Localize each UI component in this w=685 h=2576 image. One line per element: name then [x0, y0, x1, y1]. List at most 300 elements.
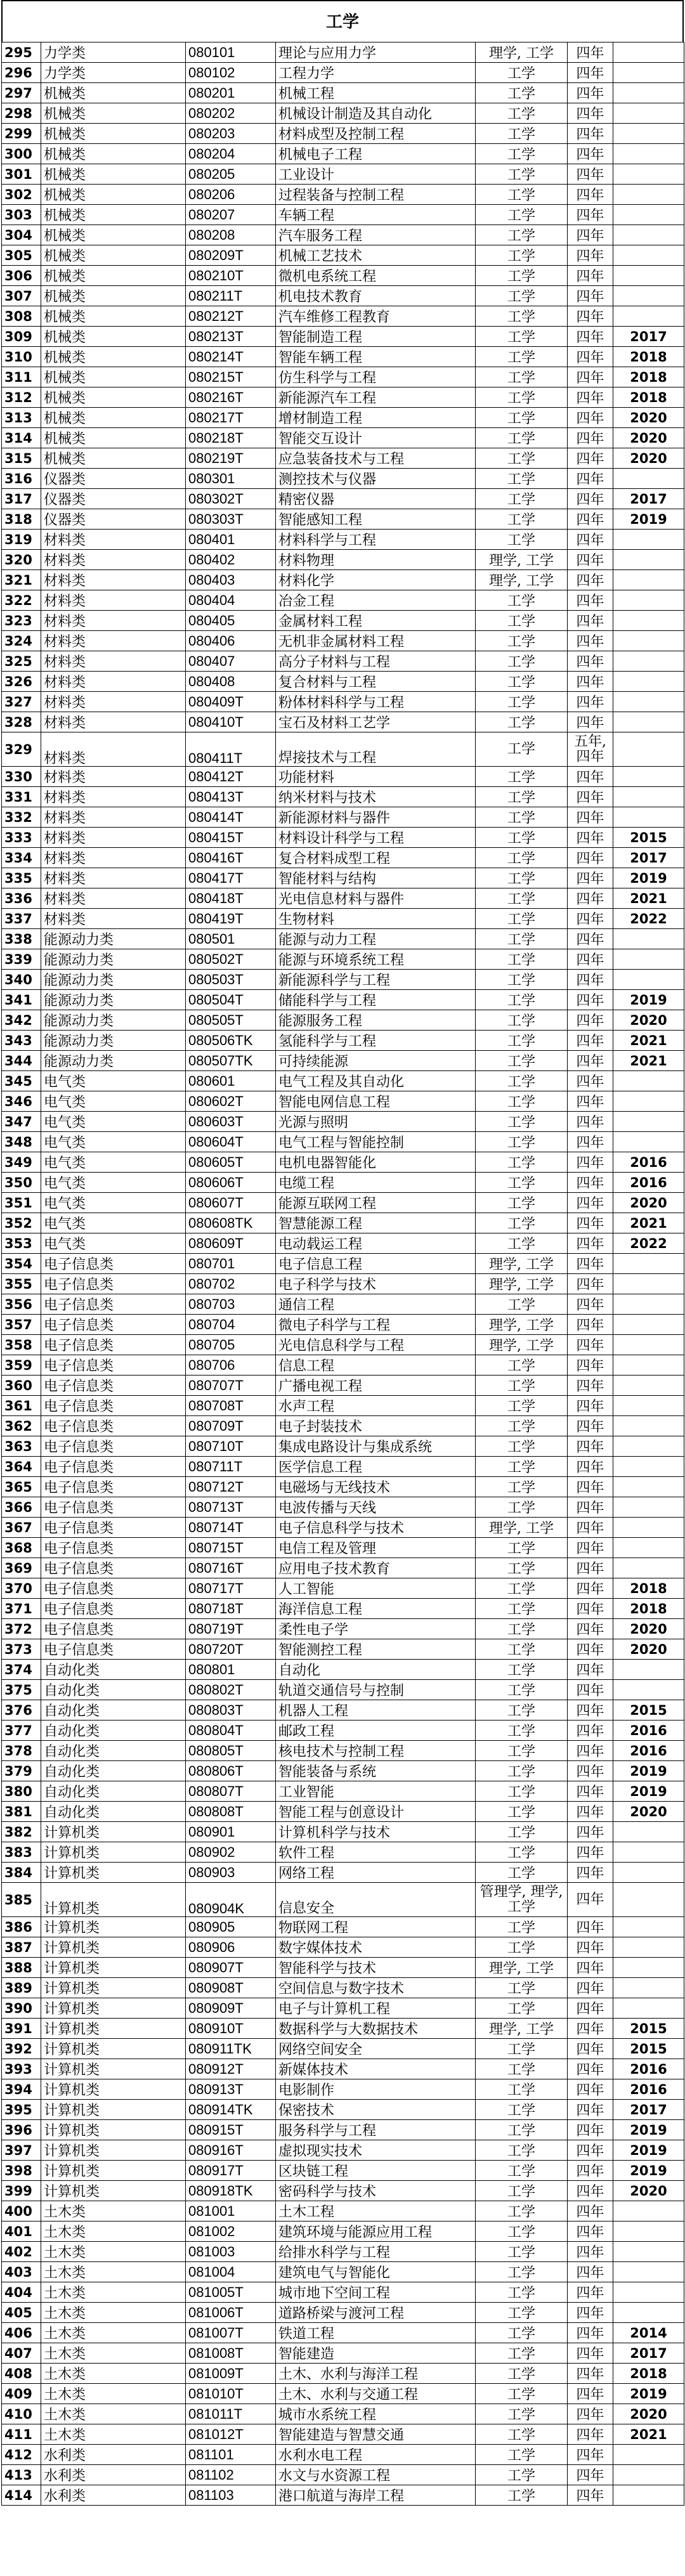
study-years: 四年 — [568, 1091, 613, 1112]
table-row — [2, 2120, 684, 2140]
study-years: 四年 — [568, 672, 613, 692]
year-added — [613, 2303, 684, 2323]
major-name: 广播电视工程 — [276, 1376, 476, 1396]
table-row — [2, 1761, 684, 1781]
study-years: 四年 — [568, 1193, 613, 1213]
degree-type: 工学 — [476, 2100, 568, 2120]
row-number: 363 — [2, 1436, 41, 1457]
table-row — [2, 570, 684, 590]
major-category: 机械类 — [41, 306, 186, 327]
table-row — [2, 712, 684, 732]
major-name: 材料设计科学与工程 — [276, 828, 476, 848]
year-added — [613, 1112, 684, 1132]
degree-type: 理学, 工学 — [476, 1315, 568, 1335]
major-code: 080901 — [186, 1822, 276, 1842]
major-category: 计算机类 — [41, 2079, 186, 2100]
major-name: 区块链工程 — [276, 2161, 476, 2181]
major-name: 水利水电工程 — [276, 2445, 476, 2465]
major-code: 080717T — [186, 1578, 276, 1599]
study-years: 四年 — [568, 306, 613, 327]
study-years: 四年 — [568, 631, 613, 651]
year-added — [613, 2465, 684, 2485]
major-code: 080416T — [186, 848, 276, 868]
major-name: 智能材料与结构 — [276, 868, 476, 888]
row-number: 387 — [2, 1937, 41, 1958]
study-years: 四年 — [568, 1937, 613, 1958]
year-added — [613, 144, 684, 164]
major-name: 数字媒体技术 — [276, 1937, 476, 1958]
row-number: 388 — [2, 1958, 41, 1978]
major-name: 智能感知工程 — [276, 509, 476, 530]
table-row — [2, 225, 684, 245]
table-row — [2, 530, 684, 550]
degree-type: 工学 — [476, 306, 568, 327]
major-name: 工业智能 — [276, 1781, 476, 1802]
degree-type: 工学 — [476, 1173, 568, 1193]
row-number: 386 — [2, 1917, 41, 1937]
year-added — [613, 266, 684, 286]
major-code: 080702 — [186, 1274, 276, 1294]
major-category: 电子信息类 — [41, 1376, 186, 1396]
major-name: 能源与环境系统工程 — [276, 949, 476, 970]
study-years: 四年 — [568, 1132, 613, 1152]
degree-type: 工学 — [476, 1497, 568, 1518]
major-category: 机械类 — [41, 408, 186, 428]
major-name: 应急装备技术与工程 — [276, 448, 476, 469]
major-category: 机械类 — [41, 185, 186, 205]
year-added: 2019 — [613, 2161, 684, 2181]
major-category: 机械类 — [41, 367, 186, 387]
row-number: 408 — [2, 2364, 41, 2384]
major-name: 汽车维修工程教育 — [276, 306, 476, 327]
table-row — [2, 1193, 684, 1213]
degree-type: 工学 — [476, 970, 568, 990]
major-category: 机械类 — [41, 428, 186, 448]
major-category: 计算机类 — [41, 1917, 186, 1937]
study-years: 四年 — [568, 2181, 613, 2201]
major-category: 电气类 — [41, 1132, 186, 1152]
year-added: 2019 — [613, 868, 684, 888]
major-code: 080704 — [186, 1315, 276, 1335]
study-years: 四年 — [568, 767, 613, 787]
row-number: 325 — [2, 651, 41, 672]
row-number: 362 — [2, 1416, 41, 1436]
major-category: 力学类 — [41, 42, 186, 63]
major-code: 080606T — [186, 1173, 276, 1193]
major-code: 080715T — [186, 1538, 276, 1558]
row-number: 341 — [2, 990, 41, 1010]
year-added: 2018 — [613, 1599, 684, 1619]
degree-type: 理学, 工学 — [476, 1518, 568, 1538]
row-number: 326 — [2, 672, 41, 692]
major-name: 医学信息工程 — [276, 1457, 476, 1477]
year-added: 2020 — [613, 428, 684, 448]
year-added — [613, 970, 684, 990]
major-code: 080603T — [186, 1112, 276, 1132]
year-added: 2016 — [613, 2079, 684, 2100]
degree-type: 工学 — [476, 2404, 568, 2424]
major-category: 机械类 — [41, 266, 186, 286]
row-number: 389 — [2, 1978, 41, 1998]
major-code: 080502T — [186, 949, 276, 970]
table-row — [2, 387, 684, 408]
degree-type: 工学 — [476, 530, 568, 550]
degree-type: 工学 — [476, 509, 568, 530]
major-name: 服务科学与工程 — [276, 2120, 476, 2140]
major-category: 电子信息类 — [41, 1436, 186, 1457]
major-code: 080602T — [186, 1091, 276, 1112]
year-added — [613, 550, 684, 570]
study-years: 四年 — [568, 1978, 613, 1998]
table-row — [2, 2201, 684, 2221]
year-added: 2016 — [613, 1741, 684, 1761]
major-code: 080415T — [186, 828, 276, 848]
table-row — [2, 1998, 684, 2019]
table-row — [2, 1254, 684, 1274]
study-years: 四年 — [568, 848, 613, 868]
study-years: 四年 — [568, 2161, 613, 2181]
degree-type: 工学 — [476, 2039, 568, 2059]
row-number: 414 — [2, 2485, 41, 2506]
year-added: 2020 — [613, 408, 684, 428]
table-row — [2, 1436, 684, 1457]
major-category: 土木类 — [41, 2323, 186, 2343]
major-category: 土木类 — [41, 2262, 186, 2282]
row-number: 311 — [2, 367, 41, 387]
row-number: 361 — [2, 1396, 41, 1416]
table-row — [2, 929, 684, 949]
major-name: 软件工程 — [276, 1842, 476, 1863]
year-added — [613, 767, 684, 787]
degree-type: 工学 — [476, 2242, 568, 2262]
study-years: 四年 — [568, 489, 613, 509]
row-number: 384 — [2, 1863, 41, 1883]
table-row — [2, 327, 684, 347]
year-added: 2018 — [613, 367, 684, 387]
row-number: 350 — [2, 1173, 41, 1193]
study-years: 四年 — [568, 1010, 613, 1031]
study-years: 四年 — [568, 1071, 613, 1091]
major-category: 能源动力类 — [41, 970, 186, 990]
degree-type: 工学 — [476, 868, 568, 888]
degree-type: 工学 — [476, 428, 568, 448]
major-name: 电缆工程 — [276, 1173, 476, 1193]
major-code: 080212T — [186, 306, 276, 327]
study-years: 四年 — [568, 1883, 613, 1917]
major-category: 机械类 — [41, 245, 186, 266]
study-years: 四年 — [568, 1477, 613, 1497]
degree-type: 工学 — [476, 2364, 568, 2384]
major-name: 光电信息科学与工程 — [276, 1335, 476, 1355]
year-added — [613, 1396, 684, 1416]
major-code: 080214T — [186, 347, 276, 367]
degree-type: 工学 — [476, 1998, 568, 2019]
table-row — [2, 2100, 684, 2120]
major-name: 网络工程 — [276, 1863, 476, 1883]
study-years: 四年 — [568, 2100, 613, 2120]
major-category: 电气类 — [41, 1071, 186, 1091]
major-code: 080709T — [186, 1416, 276, 1436]
study-years: 四年 — [568, 83, 613, 103]
major-category: 计算机类 — [41, 1842, 186, 1863]
table-row — [2, 611, 684, 631]
table-row — [2, 1937, 684, 1958]
year-added — [613, 1558, 684, 1578]
study-years: 四年 — [568, 367, 613, 387]
major-code: 080506TK — [186, 1031, 276, 1051]
major-name: 高分子材料与工程 — [276, 651, 476, 672]
row-number: 305 — [2, 245, 41, 266]
major-category: 自动化类 — [41, 1741, 186, 1761]
year-added — [613, 164, 684, 185]
year-added — [613, 2201, 684, 2221]
study-years: 四年 — [568, 1294, 613, 1315]
study-years: 四年 — [568, 1660, 613, 1680]
year-added: 2016 — [613, 1152, 684, 1173]
table-row — [2, 1274, 684, 1294]
major-category: 计算机类 — [41, 2059, 186, 2079]
major-code: 080918TK — [186, 2181, 276, 2201]
table-row — [2, 185, 684, 205]
row-number: 298 — [2, 103, 41, 124]
major-category: 材料类 — [41, 828, 186, 848]
degree-type: 工学 — [476, 1091, 568, 1112]
major-name: 能源互联网工程 — [276, 1193, 476, 1213]
row-number: 366 — [2, 1497, 41, 1518]
degree-type: 工学 — [476, 828, 568, 848]
table-row — [2, 2161, 684, 2181]
table-row — [2, 42, 684, 63]
major-name: 水文与水资源工程 — [276, 2465, 476, 2485]
major-code: 080210T — [186, 266, 276, 286]
major-category: 土木类 — [41, 2404, 186, 2424]
major-code: 080406 — [186, 631, 276, 651]
major-code: 080601 — [186, 1071, 276, 1091]
major-name: 信息安全 — [276, 1883, 476, 1917]
study-years: 四年 — [568, 1802, 613, 1822]
major-code: 080719T — [186, 1619, 276, 1639]
major-name: 电子信息工程 — [276, 1254, 476, 1274]
year-added — [613, 1315, 684, 1335]
table-row — [2, 1863, 684, 1883]
degree-type: 工学 — [476, 1741, 568, 1761]
table-row — [2, 1010, 684, 1031]
degree-type: 工学 — [476, 1558, 568, 1578]
year-added — [613, 590, 684, 611]
degree-type: 工学 — [476, 631, 568, 651]
major-code: 080703 — [186, 1294, 276, 1315]
study-years: 四年 — [568, 1639, 613, 1660]
major-code: 080507TK — [186, 1051, 276, 1071]
major-code: 080419T — [186, 909, 276, 929]
table-row — [2, 103, 684, 124]
row-number: 300 — [2, 144, 41, 164]
major-name: 智能工程与创意设计 — [276, 1802, 476, 1822]
major-code: 080804T — [186, 1721, 276, 1741]
table-row — [2, 1518, 684, 1538]
study-years: 四年 — [568, 692, 613, 712]
year-added: 2019 — [613, 990, 684, 1010]
year-added: 2018 — [613, 1578, 684, 1599]
study-years: 四年 — [568, 2364, 613, 2384]
degree-type: 理学, 工学 — [476, 570, 568, 590]
year-added: 2018 — [613, 2364, 684, 2384]
major-category: 计算机类 — [41, 2039, 186, 2059]
major-name: 计算机科学与技术 — [276, 1822, 476, 1842]
study-years: 四年 — [568, 448, 613, 469]
study-years: 四年 — [568, 1396, 613, 1416]
major-category: 能源动力类 — [41, 1031, 186, 1051]
row-number: 404 — [2, 2282, 41, 2303]
degree-type: 工学 — [476, 489, 568, 509]
degree-type: 工学 — [476, 225, 568, 245]
degree-type: 工学 — [476, 144, 568, 164]
major-name: 机械电子工程 — [276, 144, 476, 164]
year-added — [613, 42, 684, 63]
major-category: 土木类 — [41, 2303, 186, 2323]
major-category: 电子信息类 — [41, 1294, 186, 1315]
degree-type: 工学 — [476, 2343, 568, 2364]
degree-type: 工学 — [476, 2079, 568, 2100]
table-row — [2, 949, 684, 970]
degree-type: 工学 — [476, 2120, 568, 2140]
major-category: 水利类 — [41, 2445, 186, 2465]
degree-type: 工学 — [476, 888, 568, 909]
major-name: 核电技术与控制工程 — [276, 1741, 476, 1761]
degree-type: 理学, 工学 — [476, 550, 568, 570]
major-code: 080909T — [186, 1998, 276, 2019]
study-years: 四年 — [568, 1958, 613, 1978]
year-added — [613, 651, 684, 672]
major-code: 081010T — [186, 2384, 276, 2404]
year-added — [613, 570, 684, 590]
degree-type: 工学 — [476, 347, 568, 367]
study-years: 四年 — [568, 225, 613, 245]
table-row — [2, 1822, 684, 1842]
table-row — [2, 1051, 684, 1071]
row-number: 337 — [2, 909, 41, 929]
row-number: 403 — [2, 2262, 41, 2282]
major-category: 电气类 — [41, 1152, 186, 1173]
degree-type: 工学 — [476, 1233, 568, 1254]
study-years: 四年 — [568, 1152, 613, 1173]
degree-type: 工学 — [476, 1863, 568, 1883]
major-category: 机械类 — [41, 103, 186, 124]
degree-type: 工学 — [476, 1376, 568, 1396]
study-years: 四年 — [568, 205, 613, 225]
degree-type: 工学 — [476, 2282, 568, 2303]
year-added: 2021 — [613, 1031, 684, 1051]
major-category: 机械类 — [41, 83, 186, 103]
table-row — [2, 1700, 684, 1721]
major-category: 仪器类 — [41, 509, 186, 530]
major-code: 080206 — [186, 185, 276, 205]
major-category: 电子信息类 — [41, 1558, 186, 1578]
year-added — [613, 2282, 684, 2303]
major-code: 080801 — [186, 1660, 276, 1680]
major-name: 铁道工程 — [276, 2323, 476, 2343]
major-code: 080808T — [186, 1802, 276, 1822]
degree-type: 工学 — [476, 1660, 568, 1680]
year-added: 2020 — [613, 1639, 684, 1660]
table-row — [2, 1721, 684, 1741]
study-years: 四年 — [568, 1822, 613, 1842]
page-title: 工学 — [1, 0, 684, 42]
study-years: 四年 — [568, 929, 613, 949]
table-row — [2, 1213, 684, 1233]
year-added: 2020 — [613, 1010, 684, 1031]
row-number: 398 — [2, 2161, 41, 2181]
major-code: 080913T — [186, 2079, 276, 2100]
study-years: 四年 — [568, 2384, 613, 2404]
degree-type: 工学 — [476, 1477, 568, 1497]
study-years: 四年 — [568, 990, 613, 1010]
table-row — [2, 1335, 684, 1355]
table-row — [2, 2242, 684, 2262]
table-row — [2, 489, 684, 509]
major-category: 材料类 — [41, 672, 186, 692]
degree-type: 工学 — [476, 1937, 568, 1958]
major-category: 电子信息类 — [41, 1619, 186, 1639]
table-row — [2, 1152, 684, 1173]
major-name: 焊接技术与工程 — [276, 732, 476, 767]
major-code: 080716T — [186, 1558, 276, 1578]
table-row — [2, 807, 684, 828]
year-added: 2022 — [613, 909, 684, 929]
degree-type: 工学 — [476, 286, 568, 306]
year-added — [613, 103, 684, 124]
degree-type: 工学 — [476, 651, 568, 672]
major-category: 材料类 — [41, 692, 186, 712]
major-category: 电子信息类 — [41, 1254, 186, 1274]
degree-type: 工学 — [476, 1781, 568, 1802]
row-number: 375 — [2, 1680, 41, 1700]
year-added — [613, 306, 684, 327]
row-number: 329 — [2, 732, 41, 767]
row-number: 334 — [2, 848, 41, 868]
year-added: 2021 — [613, 1051, 684, 1071]
row-number: 410 — [2, 2404, 41, 2424]
table-row — [2, 509, 684, 530]
major-category: 材料类 — [41, 530, 186, 550]
year-added — [613, 1842, 684, 1863]
major-category: 土木类 — [41, 2364, 186, 2384]
major-category: 电子信息类 — [41, 1477, 186, 1497]
degree-type: 工学 — [476, 692, 568, 712]
row-number: 306 — [2, 266, 41, 286]
major-code: 080410T — [186, 712, 276, 732]
row-number: 380 — [2, 1781, 41, 1802]
row-number: 313 — [2, 408, 41, 428]
table-row — [2, 306, 684, 327]
major-category: 电气类 — [41, 1213, 186, 1233]
table-row — [2, 2181, 684, 2201]
study-years: 四年 — [568, 2059, 613, 2079]
table-row — [2, 651, 684, 672]
study-years: 四年 — [568, 1721, 613, 1741]
major-name: 电子与计算机工程 — [276, 1998, 476, 2019]
study-years: 四年 — [568, 1376, 613, 1396]
degree-type: 工学 — [476, 2059, 568, 2079]
table-row — [2, 868, 684, 888]
major-name: 新能源材料与器件 — [276, 807, 476, 828]
major-name: 网络空间安全 — [276, 2039, 476, 2059]
major-code: 080910T — [186, 2019, 276, 2039]
table-row — [2, 2323, 684, 2343]
major-category: 计算机类 — [41, 2181, 186, 2201]
year-added: 2016 — [613, 2059, 684, 2079]
major-category: 材料类 — [41, 550, 186, 570]
